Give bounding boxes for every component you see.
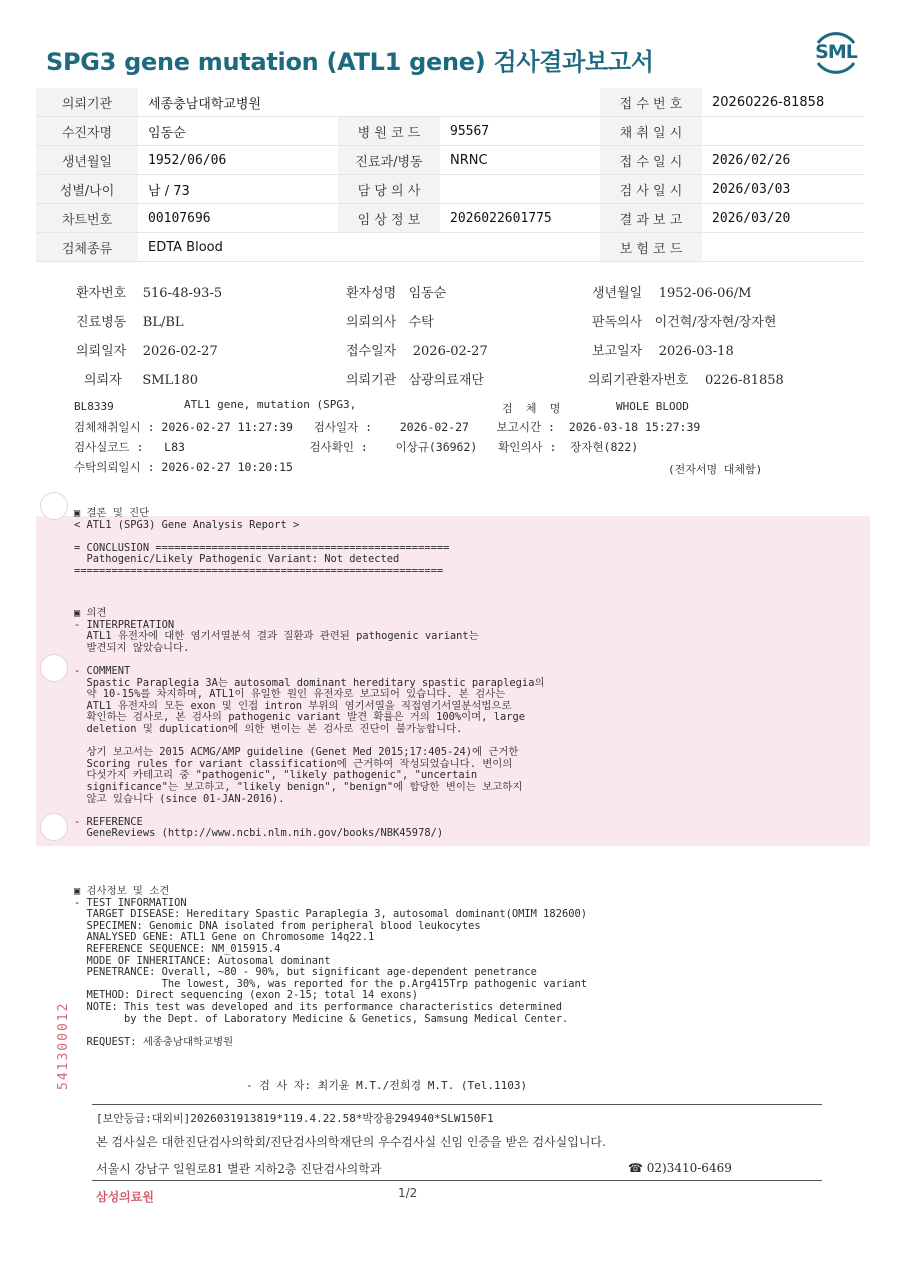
header-label: 의뢰기관 (36, 88, 138, 117)
header-label: 생년월일 (36, 146, 138, 175)
header-value: 95567 (440, 117, 600, 146)
header-value (440, 175, 600, 204)
sml-logo (808, 30, 864, 76)
header-row (36, 204, 864, 233)
header-info-table (36, 88, 864, 262)
punch-hole (40, 492, 68, 520)
test-code: BL8339 (74, 400, 114, 413)
e-signature-note: (전자서명 대체함) (668, 463, 763, 476)
reading-doctor: 판독의사 이건혁/장자현/장자현 (592, 315, 777, 330)
header-value: NRNC (440, 146, 600, 175)
header-label: 검 사 일 시 (600, 175, 702, 204)
header-label: 차트번호 (36, 204, 138, 233)
header-label: 담 당 의 사 (338, 175, 440, 204)
sample-label: 검 체 명 (502, 402, 561, 415)
header-value: 세종충남대학교병원 (138, 88, 338, 117)
header-value: 2026022601775 (440, 204, 600, 233)
requester: 의뢰자 SML180 (84, 373, 198, 388)
lab-phone: ☎ 02)3410-6469 (628, 1161, 732, 1175)
header-label: 보 험 코 드 (600, 233, 702, 262)
header-value: 1952/06/06 (138, 146, 338, 175)
header-label: 수진자명 (36, 117, 138, 146)
requesting-institution: 의뢰기관 삼광의료재단 (346, 373, 484, 388)
header-value: 2026/03/20 (702, 204, 864, 233)
hospital-logo: 삼성의료원 (96, 1190, 154, 1204)
header-row (36, 233, 864, 262)
report-date: 보고일자 2026-03-18 (592, 344, 734, 359)
header-value: 2026/03/03 (702, 175, 864, 204)
patient-birth: 생년월일 1952-06-06/M (592, 286, 752, 301)
opinion-section: ▣ 의견 - INTERPRETATION ATL1 유전자에 대한 염기서열분석 결과 질환과 관련된 pathogenic variant는 발견되지 않았습니다. - COMMENT Spastic Paraplegia 3A는 autosomal dominant hereditary spastic paraplegia의 약 10-15%를 차지하며, ATL1이 유일한 원인 유전자로 보고되어 있습니다. 본 검사는 ATL1 유전자의 모든 exon 및 인접 intron 부위의 염기서열을 직접염기서열분석법으로 확인하는 검사로, 본 검사의 pathogenic variant 발견 확률은 거의 100%이며, large deletion 및 duplication에 의한 변이는 본 검사로 진단이 불가능합니다. 상기 보고서는 2015 ACMG/AMP guideline (Genet Med 2015;17:405-24)에 근거한 Scoring rules for variant classification에 근거하여 작성되었습니다. 변이의 다섯가지 카테고리 중 "pathogenic", "likely pathogenic", "uncertain significance"는 보고하고, "likely benign", "benign"에 합당한 변이는 보고하지 않고 있습니다 (since 01-JAN-2016). - REFERENCE GeneReviews (http://www.ncbi.nlm.nih.gov/books/NBK45978/) (74, 607, 545, 840)
header-label: 병 원 코 드 (338, 117, 440, 146)
header-value (702, 233, 864, 262)
header-row (36, 146, 864, 175)
header-label (338, 88, 440, 117)
header-label: 성별/나이 (36, 175, 138, 204)
header-label: 채 취 일 시 (600, 117, 702, 146)
header-row (36, 117, 864, 146)
header-value (440, 88, 600, 117)
meta-row-2: 검사실코드 : L83 검사확인 : 이상규(36962) 확인의사 : 장자현(822) (74, 440, 639, 454)
header-value: 00107696 (138, 204, 338, 233)
patient-number: 환자번호 516-48-93-5 (76, 286, 223, 301)
inspector: - 검 사 자: 최기윤 M.T./전희경 M.T. (Tel.1103) (246, 1079, 528, 1092)
header-label: 진료과/병동 (338, 146, 440, 175)
header-label: 검체종류 (36, 233, 138, 262)
header-label: 접 수 번 호 (600, 88, 702, 117)
header-value (440, 233, 600, 262)
referring-doctor: 의뢰의사 수탁 (346, 315, 434, 330)
test-name: ATL1 gene, mutation (SPG3, (184, 398, 357, 411)
header-label: 결 과 보 고 (600, 204, 702, 233)
meta-row-3: 수탁의뢰일시 : 2026-02-27 10:20:15 (74, 460, 293, 474)
page-number: 1/2 (398, 1186, 418, 1200)
conclusion-section: ▣ 결론 및 진단 < ATL1 (SPG3) Gene Analysis Report > = CONCLUSION =============================================== Pathogenic/Likely Pathogenic Variant: Not detected =========================================================== (74, 507, 450, 577)
logo-text: SML (815, 41, 857, 63)
header-value: EDTA Blood (138, 233, 338, 262)
header-value (702, 117, 864, 146)
header-row (36, 175, 864, 204)
punch-hole (40, 813, 68, 841)
serial-number: 541300012 (56, 1001, 71, 1090)
receipt-date: 접수일자 2026-02-27 (346, 344, 488, 359)
sample-type: WHOLE BLOOD (616, 400, 689, 413)
header-label: 접 수 일 시 (600, 146, 702, 175)
patient-name: 환자성명 임동순 (346, 286, 447, 301)
header-value: 20260226-81858 (702, 88, 864, 117)
ward: 진료병동 BL/BL (76, 315, 184, 330)
footer-bottom-rule (92, 1180, 822, 1181)
certification-note: 본 검사실은 대한진단검사의학회/진단검사의학재단의 우수검사실 신임 인증을 받은 검사실입니다. (96, 1135, 606, 1149)
header-label (338, 233, 440, 262)
lab-address: 서울시 강남구 일원로81 별관 지하2층 진단검사의학과 (96, 1162, 382, 1176)
institution-patient-number: 의뢰기관환자번호 0226-81858 (588, 373, 784, 388)
test-information-section: ▣ 검사정보 및 소견 - TEST INFORMATION TARGET DISEASE: Hereditary Spastic Paraplegia 3, autosomal dominant(OMIM 182600) SPECIMEN: Genomic DNA isolated from peripheral blood leukocytes ANALYSED GENE: ATL1 Gene on Chromosome 14q22.1 REFERENCE SEQUENCE: NM_015915.4 MODE OF INHERITANCE: Autosomal dominant PENETRANCE: Overall, ~80 - 90%, but significant age-dependent penetrance The lowest, 30%, was reported for the p.Arg415Trp pathogenic variant METHOD: Direct sequencing (exon 2-15; total 14 exons) NOTE: This test was developed and its performance characteristics determined by the Dept. of Laboratory Medicine & Genetics, Samsung Medical Center. REQUEST: 세종충남대학교병원 (74, 885, 587, 1048)
header-value: 남 / 73 (138, 175, 338, 204)
header-row (36, 88, 864, 117)
request-date: 의뢰일자 2026-02-27 (76, 344, 218, 359)
report-title: SPG3 gene mutation (ATL1 gene) 검사결과보고서 (46, 48, 654, 76)
header-label: 임 상 정 보 (338, 204, 440, 233)
header-value: 임동순 (138, 117, 338, 146)
security-line: [보안등급:대외비]2026031913819*119.4.22.58*박장용294940*SLW150F1 (96, 1112, 494, 1125)
punch-hole (40, 654, 68, 682)
footer-top-rule (92, 1104, 822, 1105)
header-value: 2026/02/26 (702, 146, 864, 175)
meta-row-1: 검체채취일시 : 2026-02-27 11:27:39 검사일자 : 2026-02-27 보고시간 : 2026-03-18 15:27:39 (74, 420, 701, 434)
